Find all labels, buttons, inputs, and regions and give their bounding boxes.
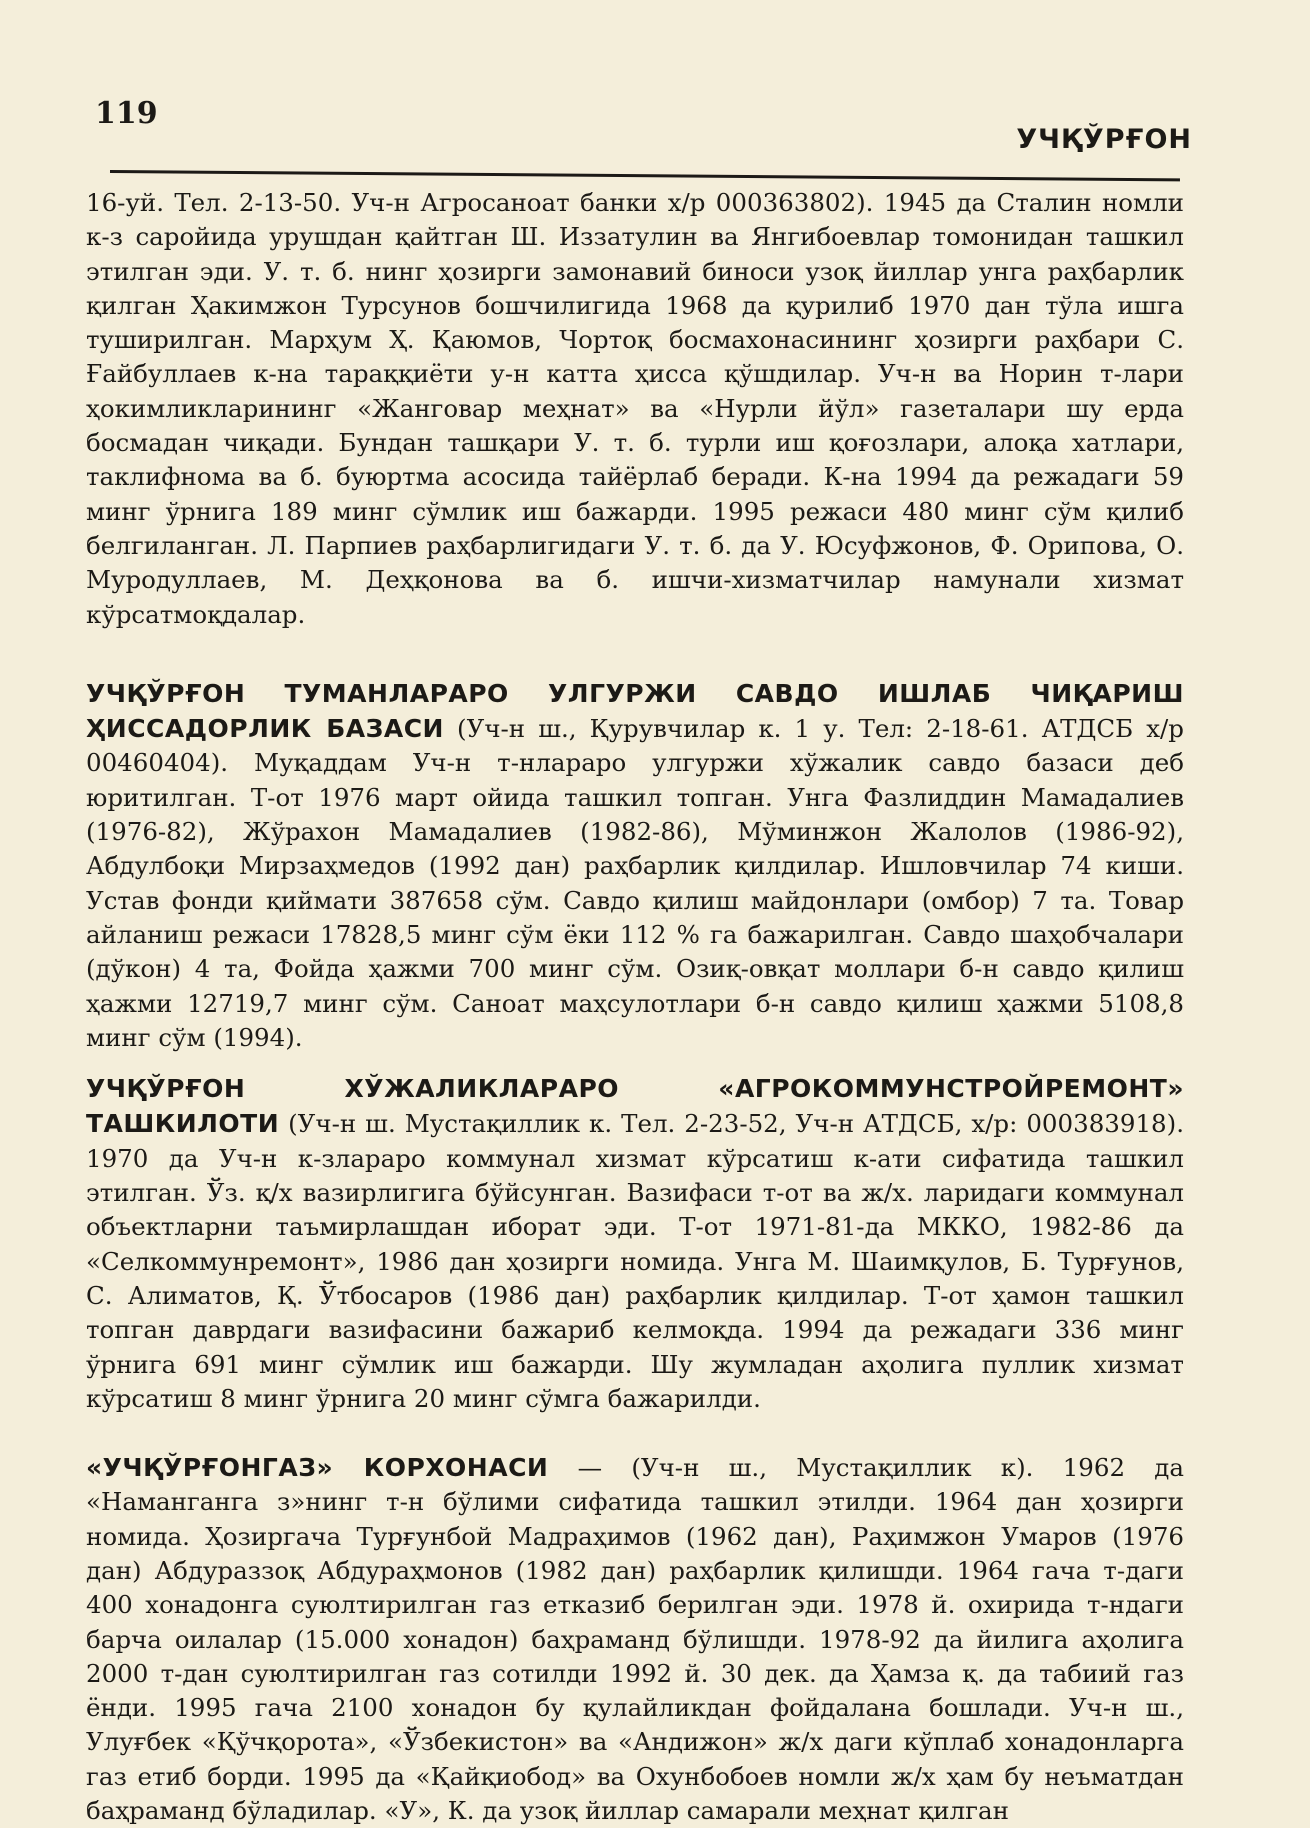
- page-number: 119: [95, 96, 158, 131]
- entry-title: УЧҚЎРҒОН ТУМАНЛАРАРО УЛГУРЖИ САВДО ИШЛАБ ЧИҚАРИШ ҲИССАДОРЛИК БАЗАСИ: [86, 678, 1184, 744]
- entry-title: «УЧҚЎРҒОНГАЗ» КОРХОНАСИ: [86, 1453, 549, 1483]
- page-content: [86, 186, 1184, 1828]
- entry-agrokommunstroyremont: [86, 1071, 1184, 1416]
- entry-body: — (Уч-н ш., Мустақиллик к). 1962 да «Наманганга з»нинг т-н бўлими сифатида ташкил этилди. 1964 дан ҳозирги номида. Ҳозиргача Турғунбой Мадраҳимов (1962 дан), Раҳимжон Умаров (1976 дан) Абдураззоқ Абдураҳмонов (1982 дан) раҳбарлик қилишди. 1964 гача т-даги 400 хонадонга суюлтирилган газ етказиб берилган эди. 1978 й. охирида т-ндаги барча оилалар (15.000 хонадон) баҳраманд бўлишди. 1978-92 да йилига аҳолига 2000 т-дан суюлтирилган газ сотилди 1992 й. 30 дек. да Ҳамза қ. да табиий газ ёнди. 1995 гача 2100 хонадон бу қулайликдан фойдалана бошлади. Уч-н ш., Улуғбек «Қўчқорота», «Ўзбекистон» ва «Андижон» ж/х даги кўплаб хонадонларга газ етиб борди. 1995 да «Қайқиобод» ва Охунбобоев номли ж/х ҳам бу неъматдан баҳраманд бўладилар. «У», К. да узоқ йиллар самарали меҳнат қилган: [86, 1453, 1184, 1826]
- entry-wholesale-base: [86, 676, 1184, 1055]
- entry-body: (Уч-н ш., Қурувчилар к. 1 у. Тел: 2-18-61. АТДСБ х/р 00460404). Муқаддам Уч-н т-нлараро улгуржи хўжалик савдо базаси деб юритилган. Т-от 1976 март ойида ташкил топган. Унга Фазлиддин Мамадалиев (1976-82), Жўрахон Мамадалиев (1982-86), Мўминжон Жалолов (1986-92), Абдулбоқи Мирзаҳмедов (1992 дан) раҳбарлик қилдилар. Ишловчилар 74 киши. Устав фонди қиймати 387658 сўм. Савдо қилиш майдонлари (омбор) 7 та. Товар айланиш режаси 17828,5 минг сўм ёки 112 % га бажарилган. Савдо шаҳобчалари (дўкон) 4 та, Фойда ҳажми 700 минг сўм. Озиқ-овқат моллари б-н савдо қилиш ҳажми 12719,7 минг сўм. Саноат маҳсулотлари б-н савдо қилиш ҳажми 5108,8 минг сўм (1994).: [86, 714, 1184, 1052]
- entry-uchqurgongaz: [86, 1450, 1184, 1828]
- entry-title: УЧҚЎРҒОН ХЎЖАЛИКЛАРАРО «АГРОКОММУНСТРОЙРЕМОНТ» ТАШКИЛОТИ: [86, 1074, 1184, 1139]
- running-head: УЧҚЎРҒОН: [1016, 124, 1192, 155]
- header-rule: [110, 170, 1180, 181]
- entry-body: (Уч-н ш. Мустақиллик к. Тел. 2-23-52, Уч-н АТДСБ, х/р: 000383918). 1970 да Уч-н к-зларaро коммунал хизмат кўрсатиш к-ати сифатида ташкил этилган. Ўз. қ/х вазирлигига бўйсунган. Вазифаси т-от ва ж/х. ларидаги коммунал объектларни таъмирлашдан иборат эди. Т-от 1971-81-да МККО, 1982-86 да «Селкоммунремонт», 1986 дан ҳозирги номида. Унга М. Шаимқулов, Б. Турғунов, С. Алиматов, Қ. Ўтбосаров (1986 дан) раҳбарлик қилдилар. Т-от ҳамон ташкил топган даврдаги вазифасини бажариб келмоқда. 1994 да режадаги 336 минг ўрнига 691 минг сўмлик иш бажарди. Шу жумладан аҳолига пуллик хизмат кўрсатиш 8 минг ўрнига 20 минг сўмга бажарилди.: [86, 1109, 1184, 1413]
- continuation-paragraph: 16-уй. Тел. 2-13-50. Уч-н Агросаноат банки х/р 000363802). 1945 да Сталин номли к-з саройида урушдан қайтган Ш. Иззатулин ва Янгибоевлар томонидан ташкил этилган эди. У. т. б. нинг ҳозирги замонавий биноси узоқ йиллар унга раҳбарлик қилган Ҳакимжон Турсунов бошчилигида 1968 да қурилиб 1970 дан тўла ишга туширилган. Марҳум Ҳ. Қаюмов, Чортоқ босмахонасининг ҳозирги раҳбари С. Ғайбуллаев к-на тараққиёти у-н катта ҳисса қўшдилар. Уч-н ва Норин т-лари ҳокимликларининг «Жанговар меҳнат» ва «Нурли йўл» газеталари шу ерда босмадан чиқади. Бундан ташқари У. т. б. турли иш қоғозлари, алоқа хатлари, таклифнома ва б. буюртма асосида тайёрлаб беради. К-на 1994 да режадаги 59 минг ўрнига 189 минг сўмлик иш бажарди. 1995 режаси 480 минг сўм қилиб белгиланган. Л. Парпиев раҳбарлигидаги У. т. б. да У. Юсуфжонов, Ф. Орипова, О. Муродуллаев, М. Деҳқонова ва б. ишчи-хизматчилар намунали хизмат кўрсатмоқдалар.: [86, 188, 1184, 629]
